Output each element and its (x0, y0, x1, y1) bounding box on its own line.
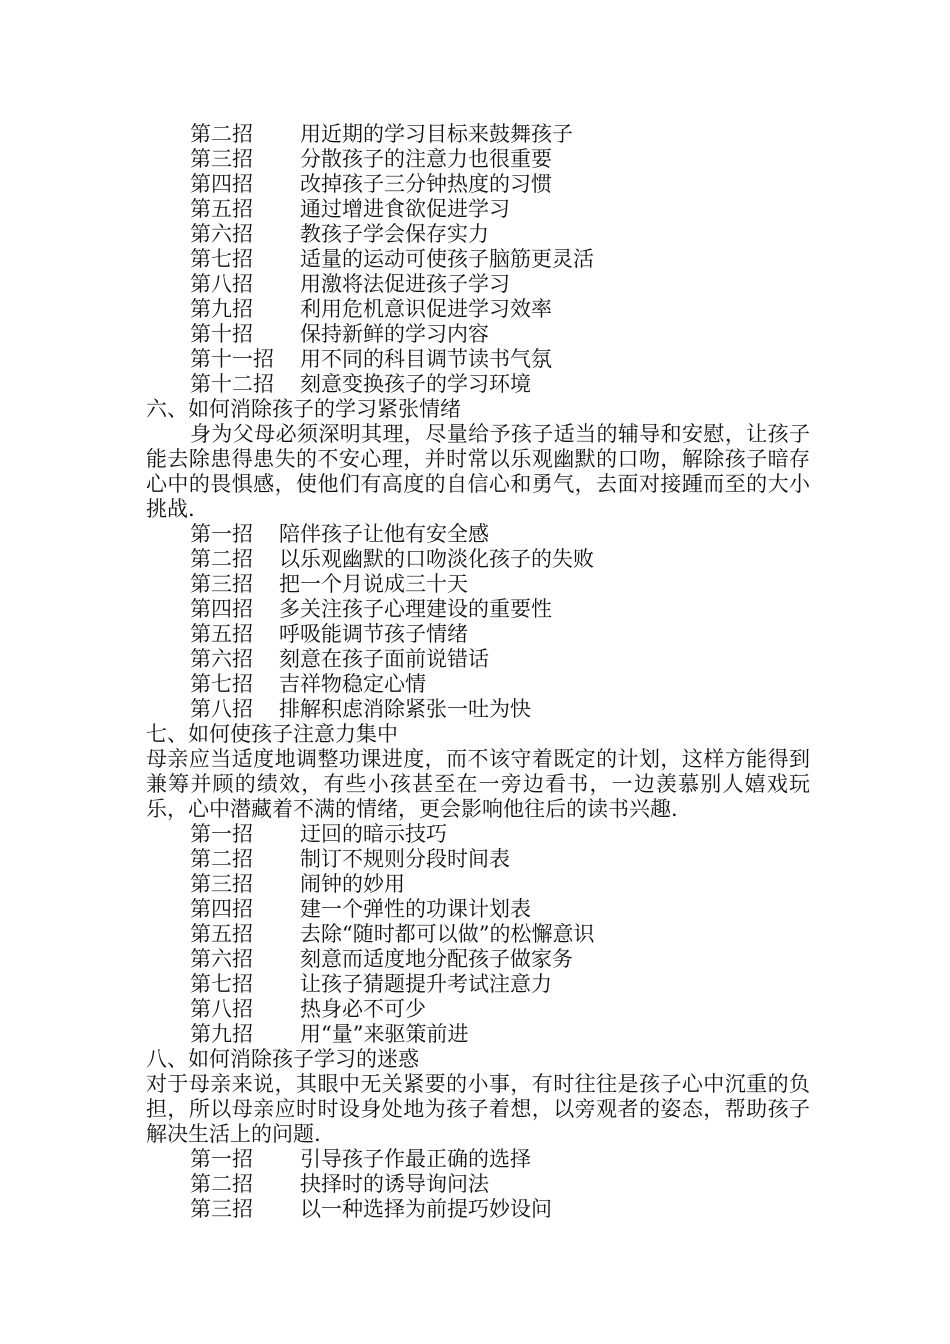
tip-item (190, 597, 810, 622)
tip-item (190, 622, 810, 647)
tip-number: 第十招 (190, 322, 253, 346)
tip-item (190, 322, 810, 347)
tip-title: 刻意而适度地分配孩子做家务 (300, 947, 573, 971)
tip-item (190, 522, 810, 547)
tip-item (190, 647, 810, 672)
tip-item (190, 222, 810, 247)
tip-item (190, 297, 810, 322)
tip-title: 让孩子猜题提升考试注意力 (300, 972, 552, 996)
tip-title: 排解积虑消除紧张一吐为快 (279, 697, 531, 721)
tip-number: 第三招 (190, 872, 253, 896)
tip-title: 利用危机意识促进学习效率 (300, 297, 552, 321)
tip-number: 第三招 (190, 147, 253, 171)
tip-number: 第二招 (190, 1172, 253, 1196)
tip-item (190, 822, 810, 847)
section7-paragraph: 母亲应当适度地调整功课进度，而不该守着既定的计划，这样方能得到兼筹并顾的绩效，有些小孩甚至在一旁边看书，一边羡慕别人嬉戏玩乐，心中潜藏着不满的情绪，更会影响他往后的读书兴趣. (146, 747, 810, 821)
tip-title: 刻意在孩子面前说错话 (279, 647, 489, 671)
tip-item (190, 872, 810, 897)
tip-title: 迂回的暗示技巧 (300, 822, 447, 846)
tip-title: 多关注孩子心理建设的重要性 (279, 597, 552, 621)
section8-tips-list (146, 1147, 810, 1222)
tip-title: 刻意变换孩子的学习环境 (300, 372, 531, 396)
tip-item (190, 847, 810, 872)
section6-tips-list (146, 522, 810, 722)
tip-number: 第二招 (190, 847, 253, 871)
section7-heading: 七、如何使孩子注意力集中 (146, 722, 398, 746)
tip-number: 第五招 (190, 922, 253, 946)
tip-item (190, 547, 810, 572)
tip-number: 第八招 (190, 697, 253, 721)
tip-number: 第一招 (190, 822, 253, 846)
tip-title: 建一个弹性的功课计划表 (300, 897, 531, 921)
tip-number: 第六招 (190, 222, 253, 246)
tip-item (190, 672, 810, 697)
tip-item (190, 1172, 810, 1197)
tip-title: 闹钟的妙用 (300, 872, 405, 896)
tip-title: 以乐观幽默的口吻淡化孩子的失败 (279, 547, 594, 571)
tip-number: 第六招 (190, 647, 253, 671)
tip-number: 第六招 (190, 947, 253, 971)
section6-heading: 六、如何消除孩子的学习紧张情绪 (146, 397, 461, 421)
tip-title: 制订不规则分段时间表 (300, 847, 510, 871)
tip-title: 吉祥物稳定心情 (279, 672, 426, 696)
tip-item (190, 997, 810, 1022)
tip-item (190, 1022, 810, 1047)
tip-title: 抉择时的诱导询问法 (300, 1172, 489, 1196)
tip-item (190, 372, 810, 397)
tip-title: 用激将法促进孩子学习 (300, 272, 510, 296)
tip-title: 改掉孩子三分钟热度的习惯 (300, 172, 552, 196)
tip-item (190, 122, 810, 147)
tip-number: 第一招 (190, 522, 253, 546)
tip-number: 第七招 (190, 672, 253, 696)
section8-paragraph: 对于母亲来说，其眼中无关紧要的小事，有时往往是孩子心中沉重的负担，所以母亲应时时设身处地为孩子着想，以旁观者的姿态，帮助孩子解决生活上的问题. (146, 1072, 810, 1146)
tip-title: 分散孩子的注意力也很重要 (300, 147, 552, 171)
tip-item (190, 972, 810, 997)
tip-number: 第十二招 (190, 372, 274, 396)
tip-number: 第七招 (190, 247, 253, 271)
tip-item (190, 572, 810, 597)
tip-number: 第八招 (190, 997, 253, 1021)
tip-title: 去除“随时都可以做”的松懈意识 (300, 922, 595, 946)
tip-number: 第十一招 (190, 347, 274, 371)
section7-tips-list (146, 822, 810, 1047)
tip-title: 以一种选择为前提巧妙设问 (300, 1197, 552, 1221)
section8-heading: 八、如何消除孩子学习的迷惑 (146, 1047, 419, 1071)
tip-item (190, 347, 810, 372)
tip-title: 陪伴孩子让他有安全感 (279, 522, 489, 546)
tip-title: 教孩子学会保存实力 (300, 222, 489, 246)
tip-title: 用不同的科目调节读书气氛 (300, 347, 552, 371)
tip-number: 第三招 (190, 572, 253, 596)
tip-item (190, 897, 810, 922)
tip-title: 保持新鲜的学习内容 (300, 322, 489, 346)
tip-number: 第五招 (190, 197, 253, 221)
tip-item (190, 1197, 810, 1222)
tip-item (190, 147, 810, 172)
tip-number: 第四招 (190, 172, 253, 196)
tip-number: 第九招 (190, 1022, 253, 1046)
tip-item (190, 247, 810, 272)
tip-item (190, 1147, 810, 1172)
tip-number: 第九招 (190, 297, 253, 321)
tip-number: 第三招 (190, 1197, 253, 1221)
tip-number: 第四招 (190, 897, 253, 921)
tip-title: 通过增进食欲促进学习 (300, 197, 510, 221)
tip-title: 用“量”来驱策前进 (300, 1022, 469, 1046)
tip-title: 用近期的学习目标来鼓舞孩子 (300, 122, 573, 146)
tip-title: 适量的运动可使孩子脑筋更灵活 (300, 247, 594, 271)
section5-tips-list (146, 122, 810, 397)
section6-paragraph: 身为父母必须深明其理，尽量给予孩子适当的辅导和安慰，让孩子能去除患得患失的不安心理，并时常以乐观幽默的口吻，解除孩子暗存心中的畏惧感，使他们有高度的自信心和勇气，去面对接踵而至的大小挑战. (146, 422, 810, 521)
tip-item (190, 922, 810, 947)
tip-number: 第四招 (190, 597, 253, 621)
tip-number: 第八招 (190, 272, 253, 296)
tip-item (190, 172, 810, 197)
tip-title: 把一个月说成三十天 (279, 572, 468, 596)
document-body (146, 122, 810, 1222)
tip-item (190, 197, 810, 222)
tip-title: 呼吸能调节孩子情绪 (279, 622, 468, 646)
tip-number: 第七招 (190, 972, 253, 996)
tip-number: 第五招 (190, 622, 253, 646)
tip-title: 热身必不可少 (300, 997, 426, 1021)
tip-title: 引导孩子作最正确的选择 (300, 1147, 531, 1171)
tip-item (190, 272, 810, 297)
tip-number: 第二招 (190, 122, 253, 146)
tip-number: 第二招 (190, 547, 253, 571)
tip-item (190, 947, 810, 972)
tip-number: 第一招 (190, 1147, 253, 1171)
tip-item (190, 697, 810, 722)
